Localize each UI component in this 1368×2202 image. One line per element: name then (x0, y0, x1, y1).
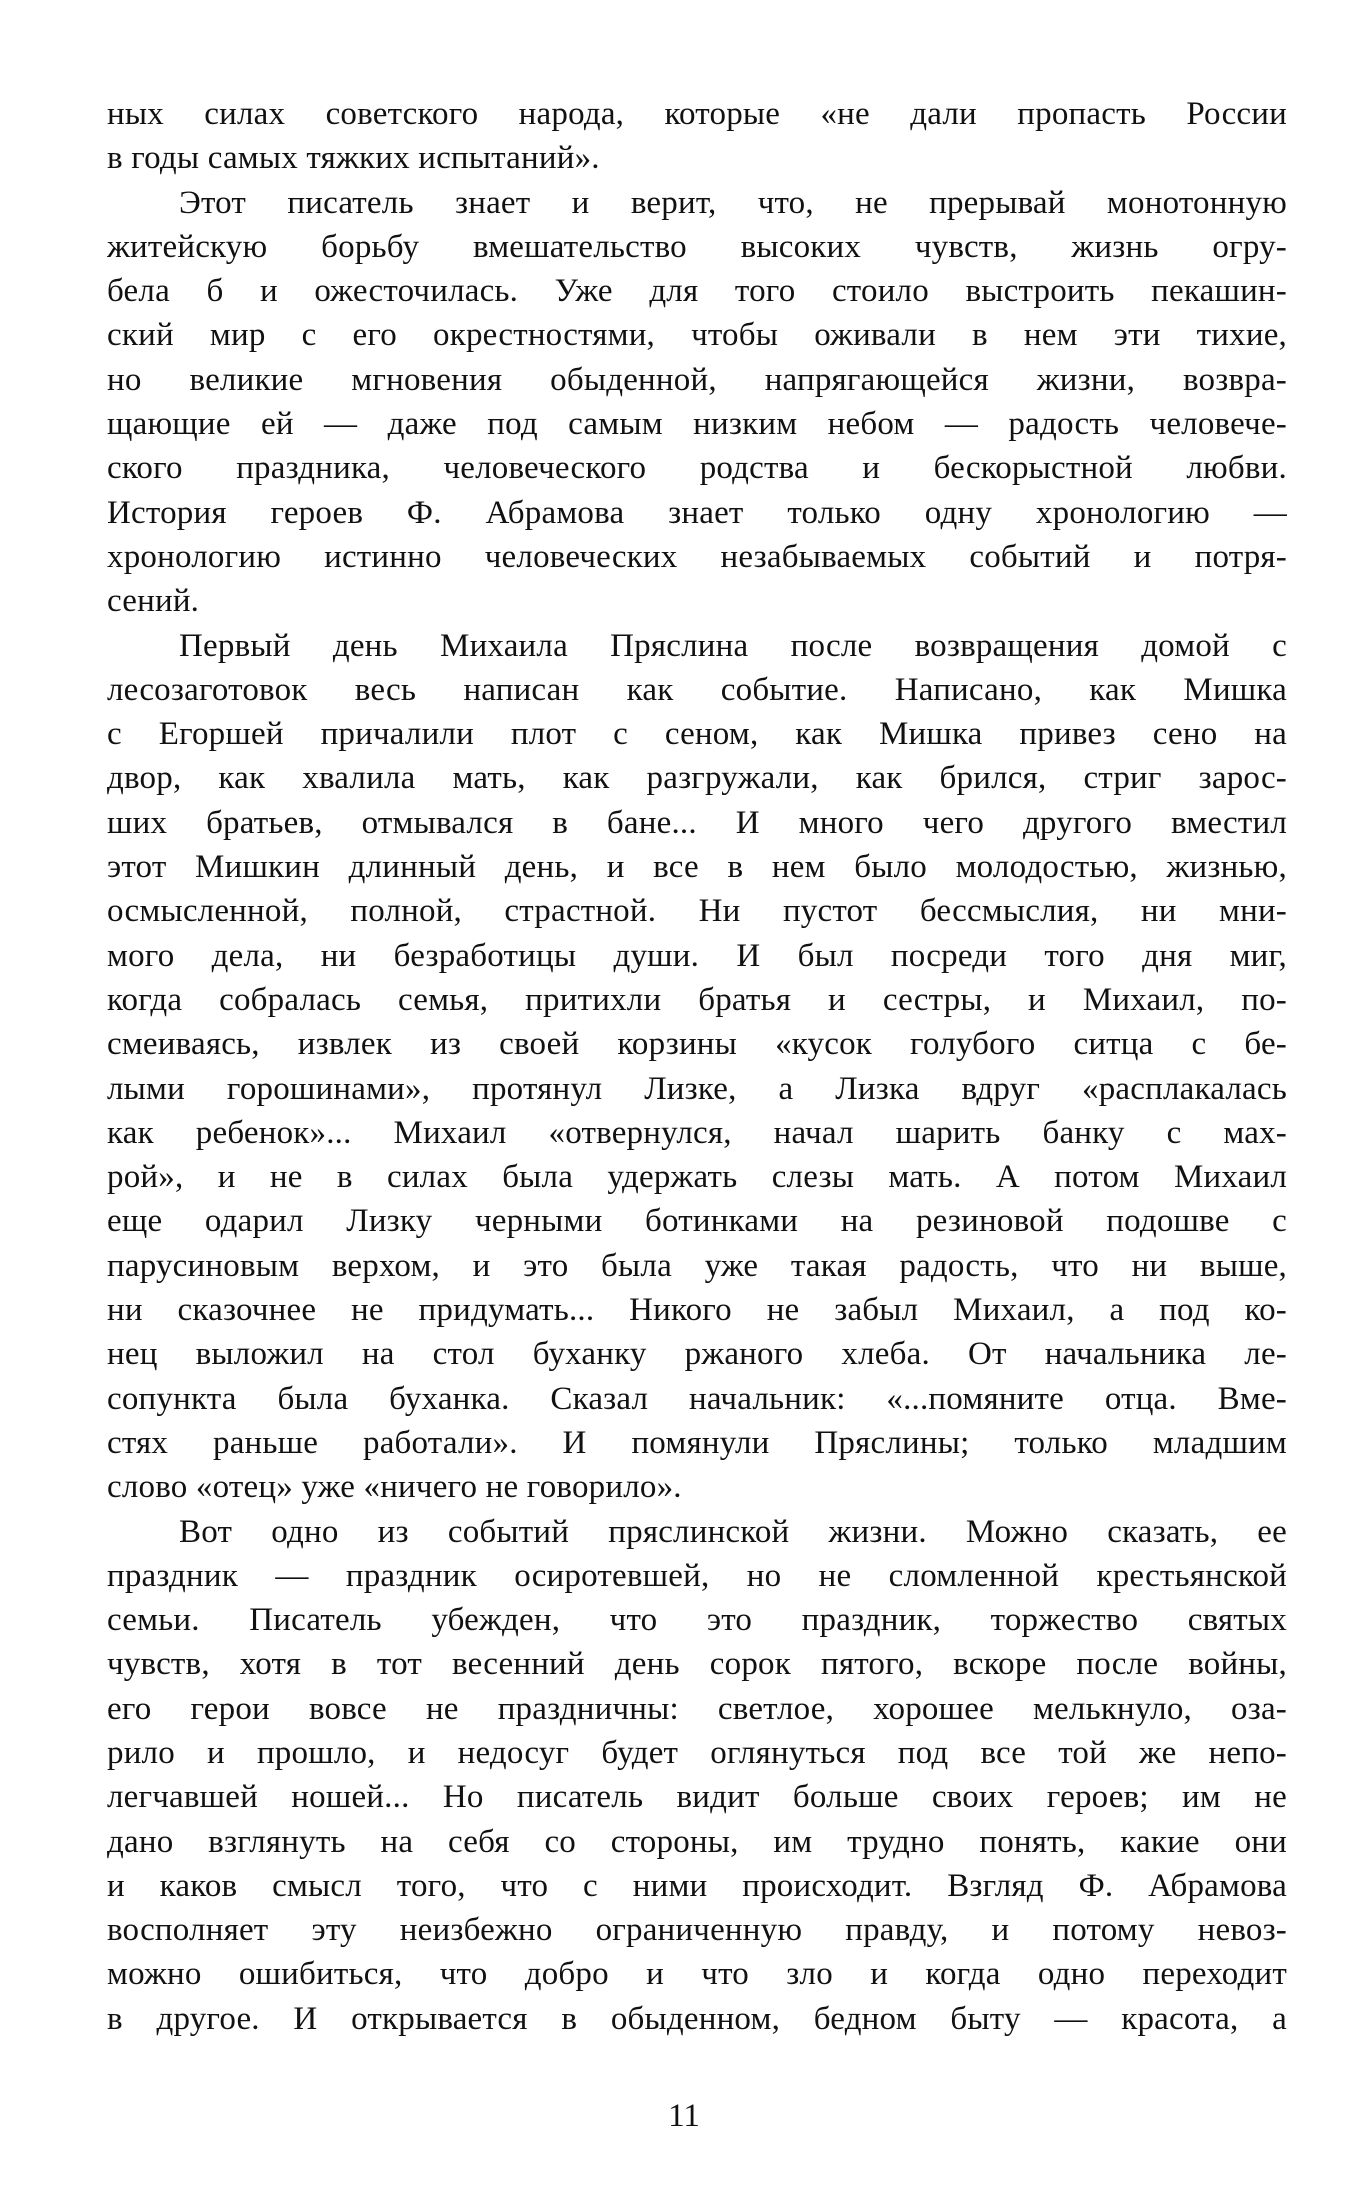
text-line: мого дела, ни безработицы души. И был посреди того дня миг, (107, 937, 1287, 974)
text-line: семьи. Писатель убежден, что это праздник, торжество святых (107, 1602, 1287, 1639)
text-line: лесозаготовок весь написан как событие. Написано, как Мишка (107, 671, 1287, 708)
text-line: как ребенок»... Михаил «отвернулся, начал шарить банку с мах- (107, 1114, 1287, 1151)
text-line: чувств, хотя в тот весенний день сорок пятого, вскоре после войны, (107, 1646, 1287, 1683)
paragraph-1 (107, 92, 1287, 181)
text-line: в годы самых тяжких испытаний». (107, 140, 600, 177)
text-line: бела б и ожесточилась. Уже для того стоило выстроить пекашин- (107, 273, 1287, 310)
text-line: восполняет эту неизбежно ограниченную правду, и потому невоз- (107, 1912, 1287, 1949)
text-line: парусиновым верхом, и это была уже такая радость, что ни выше, (107, 1247, 1287, 1284)
text-line: двор, как хвалила мать, как разгружали, как брился, стриг зарос- (107, 760, 1287, 797)
text-line: с Егоршей причалили плот с сеном, как Мишка привез сено на (107, 716, 1287, 753)
text-line: рой», и не в силах была удержать слезы мать. А потом Михаил (107, 1159, 1287, 1196)
text-line: этот Мишкин длинный день, и все в нем было молодостью, жизнью, (107, 849, 1287, 886)
text-line: легчавшей ношей... Но писатель видит больше своих героев; им не (107, 1779, 1287, 1816)
paragraph-2 (107, 181, 1287, 624)
text-line: щающие ей — даже под самым низким небом — радость человече- (107, 406, 1287, 443)
paragraph-4 (107, 1510, 1287, 2042)
text-line: ных силах советского народа, которые «не дали пропасть России (107, 96, 1287, 132)
text-line: История героев Ф. Абрамова знает только одну хронологию — (107, 494, 1287, 531)
text-line: сопункта была буханка. Сказал начальник: «...помяните отца. Вме- (107, 1380, 1287, 1417)
text-line: смеиваясь, извлек из своей корзины «кусок голубого ситца с бе- (107, 1026, 1287, 1063)
text-line: ни сказочнее не придумать... Никого не забыл Михаил, а под ко- (107, 1292, 1287, 1329)
text-line: слово «отец» уже «ничего не говорило». (107, 1469, 682, 1506)
text-line: в другое. И открывается в обыденном, бедном быту — красота, а (107, 2000, 1287, 2037)
text-line: Этот писатель знает и верит, что, не прерывай монотонную (179, 184, 1287, 221)
text-line: ский мир с его окрестностями, чтобы оживали в нем эти тихие, (107, 317, 1287, 354)
page-body (107, 92, 1287, 2041)
text-line: Первый день Михаила Пряслина после возвращения домой с (179, 627, 1287, 664)
text-line: когда собралась семья, притихли братья и сестры, и Михаил, по- (107, 981, 1287, 1018)
text-line: дано взглянуть на себя со стороны, им трудно понять, какие они (107, 1823, 1287, 1860)
text-line: его герои вовсе не праздничны: светлое, хорошее мелькнуло, оза- (107, 1690, 1287, 1727)
text-line: житейскую борьбу вмешательство высоких чувств, жизнь огру- (107, 228, 1287, 265)
text-line: хронологию истинно человеческих незабываемых событий и потря- (107, 538, 1287, 575)
text-line: Вот одно из событий пряслинской жизни. Можно сказать, ее (179, 1513, 1287, 1550)
text-line: лыми горошинами», протянул Лизке, а Лизка вдруг «расплакалась (107, 1070, 1287, 1107)
text-line: ших братьев, отмывался в бане... И много чего другого вместил (107, 804, 1287, 841)
text-line: рило и прошло, и недосуг будет оглянуться под все той же непо- (107, 1734, 1287, 1771)
text-line: осмысленной, полной, страстной. Ни пустот бессмыслия, ни мни- (107, 893, 1287, 930)
paragraph-3 (107, 624, 1287, 1510)
text-line: сений. (107, 583, 200, 620)
text-line: еще одарил Лизку черными ботинками на резиновой подошве с (107, 1203, 1287, 1240)
text-line: можно ошибиться, что добро и что зло и когда одно переходит (107, 1956, 1287, 1993)
text-line: праздник — праздник осиротевшей, но не сломленной крестьянской (107, 1557, 1287, 1594)
text-line: и каков смысл того, что с ними происходит. Взгляд Ф. Абрамова (107, 1867, 1287, 1904)
text-line: стях раньше работали». И помянули Пряслины; только младшим (107, 1424, 1287, 1461)
text-line: ского праздника, человеческого родства и бескорыстной любви. (107, 450, 1287, 487)
text-line: но великие мгновения обыденной, напрягающейся жизни, возвра- (107, 361, 1287, 398)
page-number: 11 (668, 2098, 700, 2134)
text-line: нец выложил на стол буханку ржаного хлеба. От начальника ле- (107, 1336, 1287, 1373)
